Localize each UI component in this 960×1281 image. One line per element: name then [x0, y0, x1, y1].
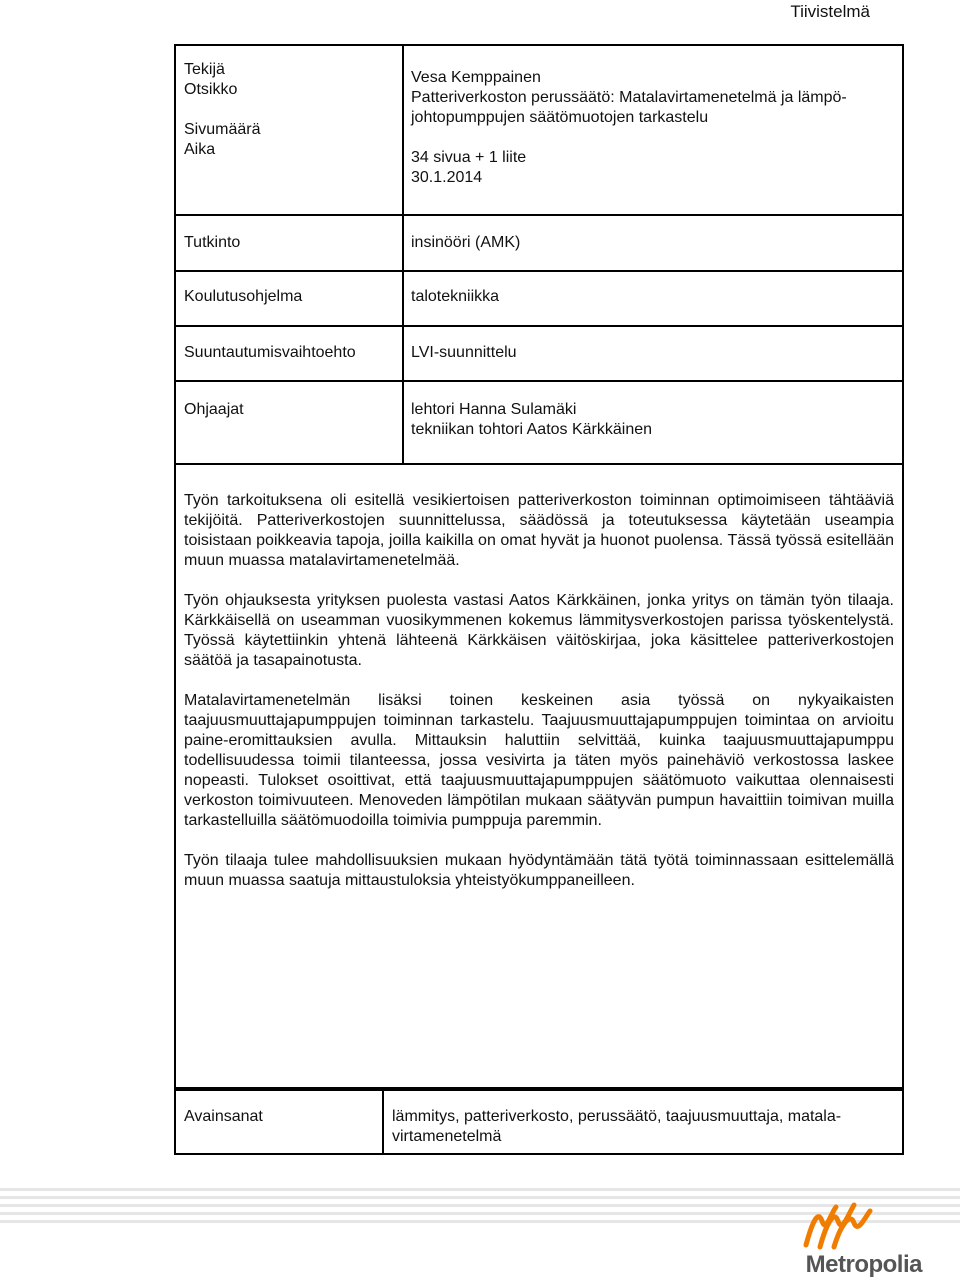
abstract-paragraph-3: Matalavirtamenetelmän lisäksi toinen keskeinen asia työssä on nykyaikaisten taajuusmuuttajapumppujen toiminnan tarkastelu. Taajuusmuuttajapumppujen toimintaa on arvioitu paine-eromittauksien avulla. Mittauksin haluttiin selvittää, kuinka taajuusmuuttajapumppu todellisuudessa toimii tilanteessa, jossa vesivirta ja täten myös painehäviö verkostossa laskee nopeasti. Tulokset osoittivat, että taajuusmuuttajapumppujen säätömuoto vaikuttaa olennaisesti verkoston toimivuuteen. Menoveden lämpötilan mukaan säätyvän pumpun havaittiin toimivan muilla tarkastelluilla säätömuodoilla toimivia pumppuja paremmin.	[184, 692, 894, 829]
metropolia-logo-text: Metropolia	[805, 1251, 922, 1278]
keywords-divider	[382, 1091, 384, 1153]
abstract-paragraph-2: Työn ohjauksesta yrityksen puolesta vastasi Aatos Kärkkäinen, jonka yritys on tämän työn tilaaja. Kärkkäisellä on useamman vuosikymmenen kokemus lämmitysverkostojen parissa työskentelystä. Työssä käytettiinkin yhtenä lähteenä Kärkkäisen väitöskirjaa, joka käsittelee patteriverkostojen säätöä ja tasapainotusta.	[184, 592, 894, 669]
degree-value: insinööri (AMK)	[411, 234, 521, 251]
specialisation-label: Suuntautumisvaihtoehto	[184, 344, 356, 361]
keywords-box	[174, 1089, 904, 1155]
supervisor-2: tekniikan tohtori Aatos Kärkkäinen	[411, 421, 653, 438]
supervisor-1: lehtori Hanna Sulamäki	[411, 401, 577, 418]
date-label: Aika	[184, 141, 216, 158]
info-row-programme	[176, 272, 902, 327]
keywords-line2: virtamenetelmä	[392, 1128, 502, 1145]
programme-value: talotekniikka	[411, 288, 500, 305]
info-row-basic	[176, 46, 902, 216]
info-row-specialisation	[176, 327, 902, 382]
abstract-paragraph-4: Työn tilaaja tulee mahdollisuuksien mukaan hyödyntämään tätä työtä toiminnassaan esittelemällä muun muassa saatuja mittaustuloksia yhteistyökumppaneilleen.	[184, 852, 894, 889]
abstract-box	[174, 465, 904, 1089]
page-header-title: Tiivistelmä	[790, 2, 870, 21]
pages-value: 34 sivua + 1 liite	[411, 149, 527, 166]
thesis-info-table	[174, 44, 904, 465]
title-value-line2: johtopumppujen säätömuotojen tarkastelu	[411, 109, 709, 126]
author-label: Tekijä	[184, 61, 225, 78]
author-value: Vesa Kemppainen	[411, 69, 541, 86]
title-label: Otsikko	[184, 81, 238, 98]
keywords-label: Avainsanat	[184, 1108, 263, 1125]
supervisors-label: Ohjaajat	[184, 401, 244, 418]
programme-label: Koulutusohjelma	[184, 288, 303, 305]
date-value: 30.1.2014	[411, 169, 483, 186]
info-row-supervisors	[176, 382, 902, 465]
keywords-line1: lämmitys, patteriverkosto, perussäätö, taajuusmuuttaja, matala-	[392, 1108, 842, 1125]
title-value-line1: Patteriverkoston perussäätö: Matalavirtamenetelmä ja lämpö-	[411, 89, 847, 106]
degree-label: Tutkinto	[184, 234, 241, 251]
pages-label: Sivumäärä	[184, 121, 261, 138]
abstract-paragraph-1: Työn tarkoituksena oli esitellä vesikiertoisen patteriverkoston toiminnan optimoimiseen tähtääviä tekijöitä. Patteriverkostojen suunnittelussa, säädössä ja toteutuksessa käytetään useampia toisistaan poikkeavia tapoja, joilla kaikilla on omat hyvät ja huonot puolensa. Tässä työssä esitellään muun muassa matalavirtamenetelmää.	[184, 492, 894, 569]
specialisation-value: LVI-suunnittelu	[411, 344, 517, 361]
info-row-degree	[176, 216, 902, 272]
